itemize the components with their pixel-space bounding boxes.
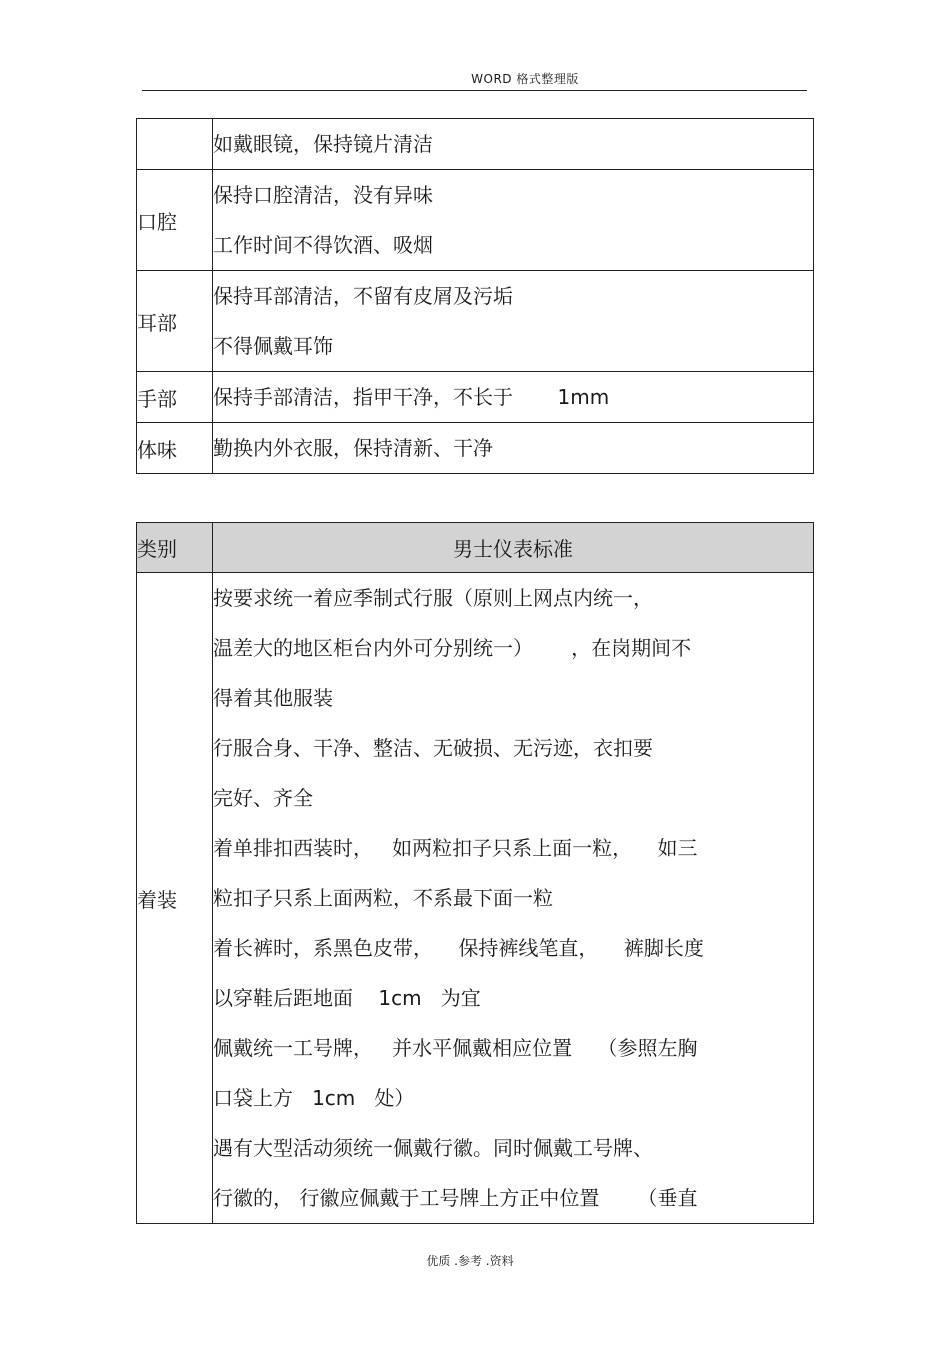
male-appearance-table — [136, 522, 814, 1224]
content-cell — [213, 271, 814, 372]
content-line: 保持手部清洁，指甲干净，不长于 1mm — [213, 385, 610, 409]
content-cell — [213, 119, 814, 170]
table-row — [137, 372, 814, 423]
content-line: 温差大的地区柜台内外可分别统一） ，在岗期间不 — [213, 636, 692, 660]
table-row — [137, 573, 814, 1224]
category-cell — [137, 119, 213, 170]
content-cell — [213, 170, 814, 271]
content-line: 着单排扣西装时， 如两粒扣子只系上面一粒， 如三 — [213, 836, 698, 860]
content-cell — [213, 372, 814, 423]
content-line: 如戴眼镜，保持镜片清洁 — [213, 132, 433, 156]
content-line: 完好、齐全 — [213, 786, 313, 810]
table-row — [137, 170, 814, 271]
page-header-title: WORD 格式整理版 — [471, 72, 579, 86]
table-row — [137, 271, 814, 372]
content-line: 得着其他服装 — [213, 686, 333, 710]
content-line: 着长裤时，系黑色皮带， 保持裤线笔直， 裤脚长度 — [213, 936, 704, 960]
header-rule — [142, 90, 807, 91]
table-row — [137, 119, 814, 170]
content-line: 粒扣子只系上面两粒，不系最下面一粒 — [213, 886, 553, 910]
content-line: 行徽的， 行徽应佩戴于工号牌上方正中位置 （垂直 — [213, 1186, 698, 1210]
category-cell: 口腔 — [137, 170, 213, 271]
table-header-row — [137, 523, 814, 573]
page-footer: 优质 .参考 .资料 — [426, 1254, 514, 1268]
male-appearance-table-body — [137, 523, 814, 1224]
content-line: 保持耳部清洁，不留有皮屑及污垢 — [213, 284, 513, 308]
content-line: 保持口腔清洁，没有异味 — [213, 183, 433, 207]
content-line: 行服合身、干净、整洁、无破损、无污迹，衣扣要 — [213, 736, 653, 760]
header-category-cell: 类别 — [137, 523, 213, 573]
content-line: 口袋上方 1cm 处） — [213, 1086, 415, 1110]
category-cell: 体味 — [137, 423, 213, 474]
table-row — [137, 423, 814, 474]
content-line: 按要求统一着应季制式行服（原则上网点内统一， — [213, 586, 653, 610]
category-cell: 着装 — [137, 573, 213, 1224]
content-line: 遇有大型活动须统一佩戴行徽。同时佩戴工号牌、 — [213, 1136, 653, 1160]
grooming-table-body — [137, 119, 814, 474]
content-line: 佩戴统一工号牌， 并水平佩戴相应位置 （参照左胸 — [213, 1036, 698, 1060]
category-cell: 耳部 — [137, 271, 213, 372]
content-cell — [213, 423, 814, 474]
category-cell: 手部 — [137, 372, 213, 423]
header-title-cell: 男士仪表标准 — [213, 523, 814, 573]
content-line: 不得佩戴耳饰 — [213, 334, 333, 358]
content-line: 以穿鞋后距地面 1cm 为宜 — [213, 986, 481, 1010]
content-line: 勤换内外衣服，保持清新、干净 — [213, 436, 493, 460]
content-cell — [213, 573, 814, 1224]
content-line: 工作时间不得饮酒、吸烟 — [213, 233, 433, 257]
grooming-table — [136, 118, 814, 474]
